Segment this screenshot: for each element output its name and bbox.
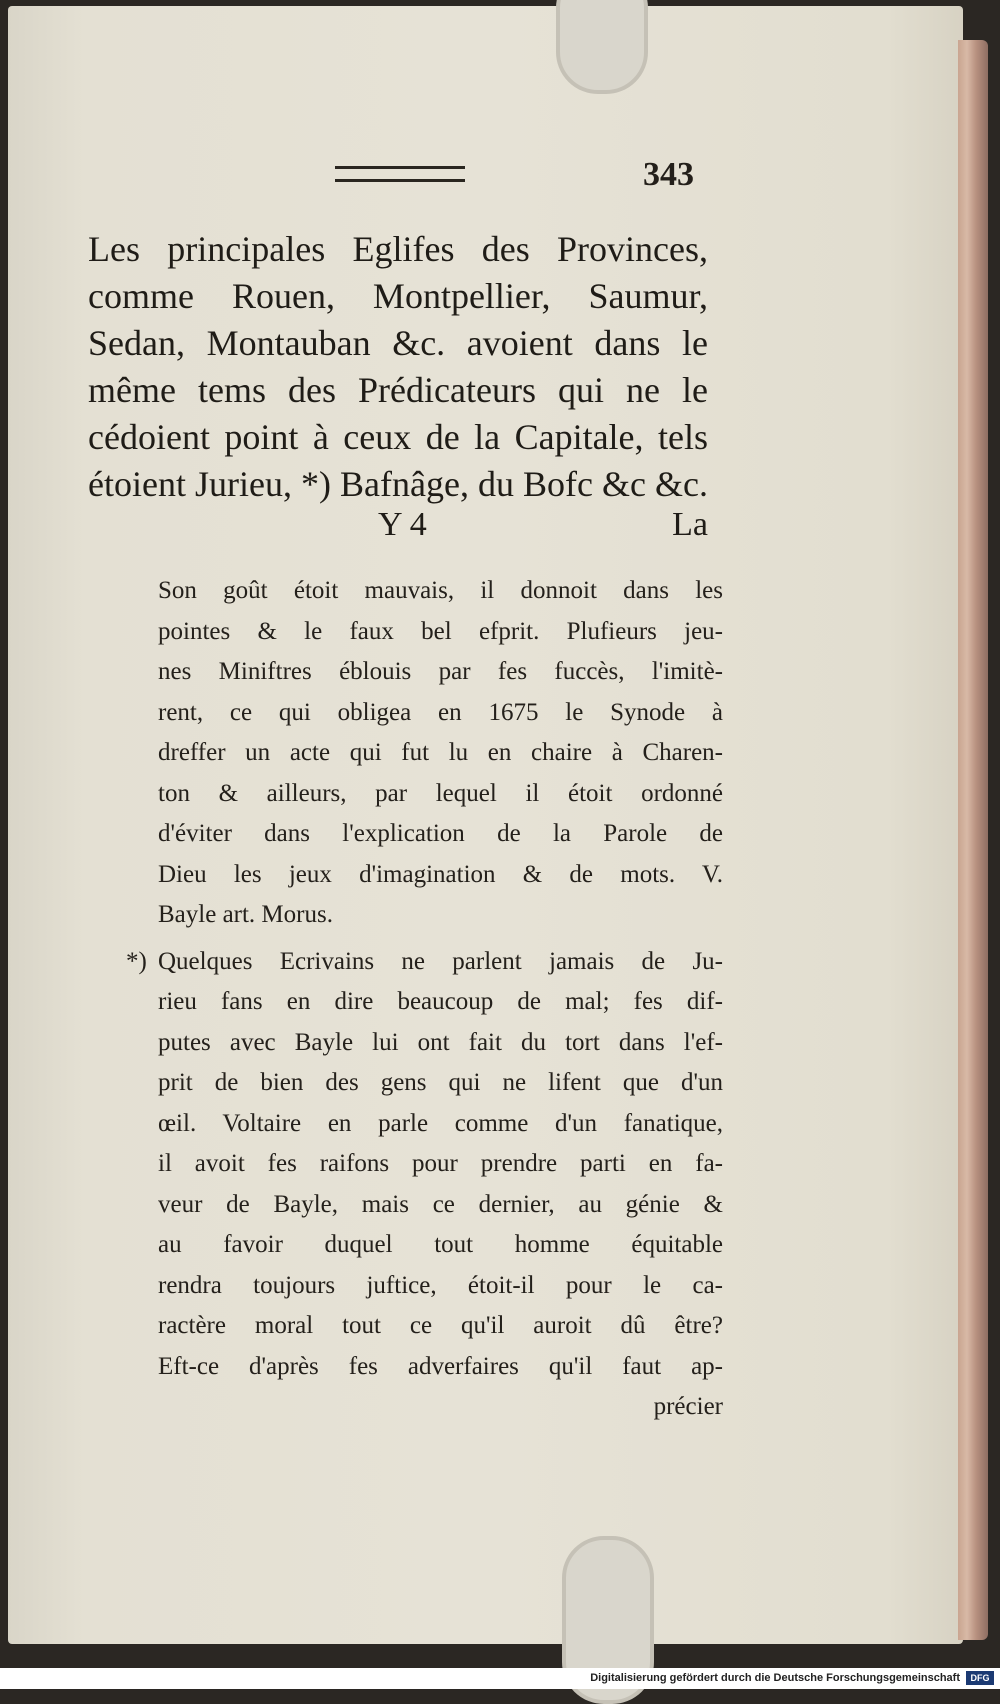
header-rule xyxy=(335,166,465,182)
note-line: rent, ce qui obligea en 1675 le Synode à xyxy=(158,698,723,726)
footnote-1 xyxy=(158,571,723,936)
footer-bar xyxy=(0,1668,1000,1689)
main-line: Sedan, Montauban &c. avoient dans le xyxy=(88,323,708,363)
note-line: il avoit fes raifons pour prendre parti en fa- xyxy=(158,1150,723,1177)
book-page xyxy=(8,6,963,1644)
note-line: au favoir duquel tout homme équitable xyxy=(158,1231,723,1258)
note-line: ton & ailleurs, par lequel il étoit ordonné xyxy=(158,779,723,807)
note-line: Eft-ce d'après fes adverfaires qu'il faut ap- xyxy=(158,1352,723,1380)
note-line: d'éviter dans l'explication de la Parole de xyxy=(158,820,723,847)
catchword: La xyxy=(672,506,708,543)
dfg-logo-icon: DFG xyxy=(966,1671,994,1685)
note-line: rendra toujours juftice, étoit-il pour le ca- xyxy=(158,1271,723,1299)
main-line: même tems des Prédicateurs qui ne le xyxy=(88,370,708,410)
footer-credit: Digitalisierung gefördert durch die Deutsche Forschungsgemeinschaft xyxy=(590,1672,960,1684)
note-line: prit de bien des gens qui ne lifent que d'un xyxy=(158,1069,723,1096)
footnote-marker: *) xyxy=(126,947,147,975)
page-edge xyxy=(958,40,988,1640)
note-line: dreffer un acte qui fut lu en chaire à Charen- xyxy=(158,739,723,766)
signature-mark: Y 4 xyxy=(378,506,427,543)
main-line: cédoient point à ceux de la Capitale, tels xyxy=(88,417,708,457)
note-line: œil. Voltaire en parle comme d'un fanatique, xyxy=(158,1109,723,1137)
main-line: comme Rouen, Montpellier, Saumur, xyxy=(88,276,708,316)
main-text xyxy=(88,226,708,508)
main-line: Les principales Eglifes des Provinces, xyxy=(88,229,708,269)
note-line: rieu fans en dire beaucoup de mal; fes dif- xyxy=(158,988,723,1015)
footnotes xyxy=(126,571,723,1428)
page-clip-top xyxy=(556,0,648,94)
page-number: 343 xyxy=(643,156,694,193)
note-line: Dieu les jeux d'imagination & de mots. V. xyxy=(158,860,723,888)
note-line: ractère moral tout ce qu'il auroit dû être? xyxy=(158,1312,723,1339)
note-line: nes Miniftres éblouis par fes fuccès, l'imitè- xyxy=(158,658,723,685)
note-catchword: précier xyxy=(653,1393,723,1420)
footnote-2 xyxy=(126,942,723,1428)
note-line: Bayle art. Morus. xyxy=(158,901,333,928)
note-line: veur de Bayle, mais ce dernier, au génie & xyxy=(158,1190,723,1218)
note-line: pointes & le faux bel efprit. Plufieurs jeu- xyxy=(158,617,723,645)
note-line: Son goût étoit mauvais, il donnoit dans les xyxy=(158,577,723,604)
note-line: putes avec Bayle lui ont fait du tort dans l'ef- xyxy=(158,1028,723,1056)
note-line: Quelques Ecrivains ne parlent jamais de Ju- xyxy=(158,947,723,975)
main-line: étoient Jurieu, *) Bafnâge, du Bofc &c &c. xyxy=(88,464,708,504)
